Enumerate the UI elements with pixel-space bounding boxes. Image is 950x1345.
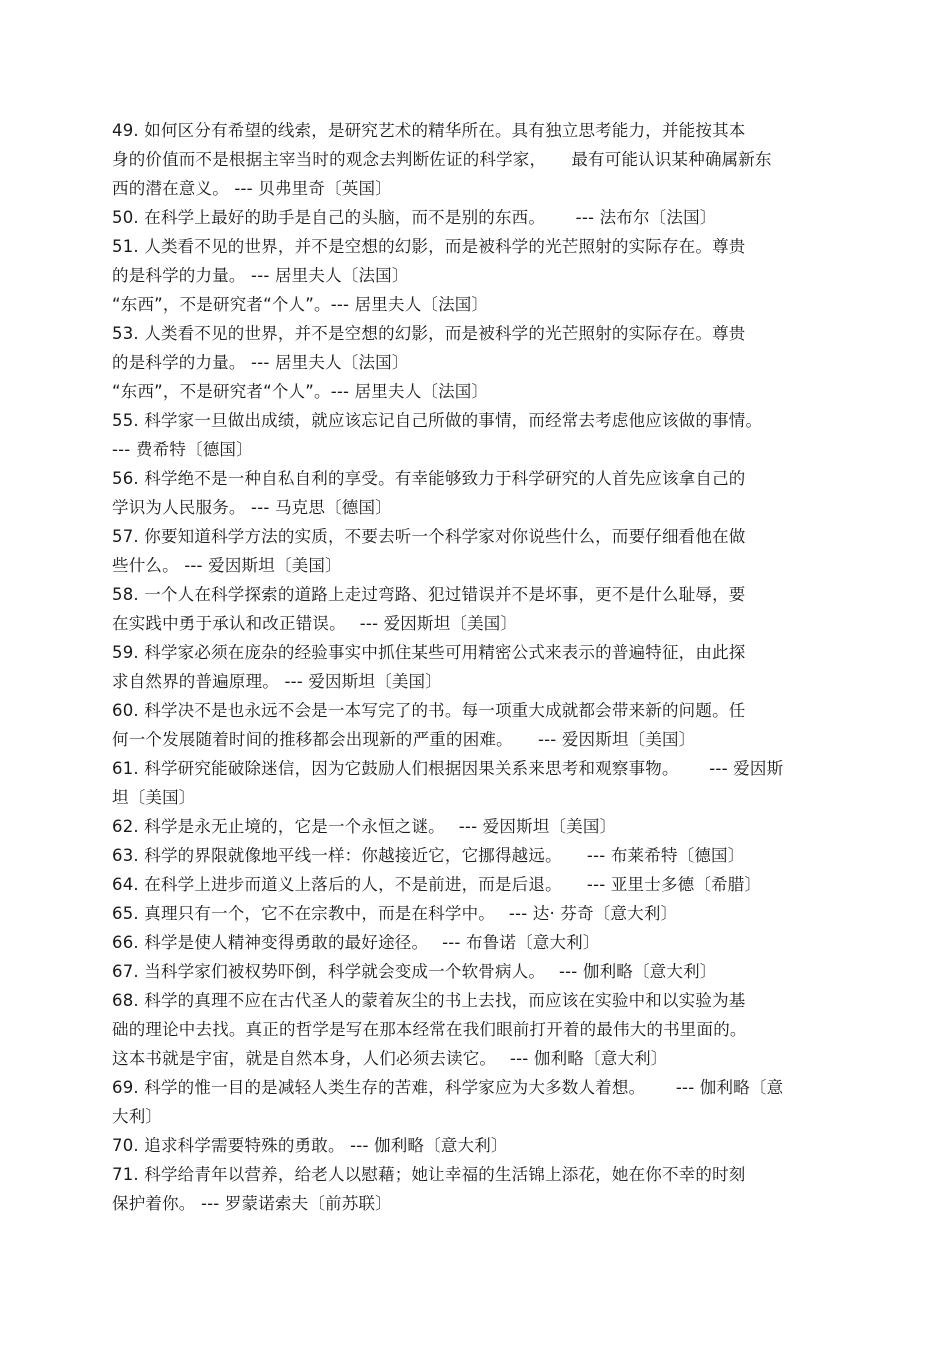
text-line: 保护着你。 --- 罗蒙诺索夫〔前苏联〕 <box>112 1194 392 1213</box>
text-line: “东西”，不是研究者“个人”。--- 居里夫人〔法国〕 <box>112 382 489 401</box>
text-line: 65. 真理只有一个，它不在宗教中，而是在科学中。 --- 达· 芬奇〔意大利〕 <box>112 904 678 923</box>
text-line: 49. 如何区分有希望的线索，是研究艺术的精华所在。具有独立思考能力，并能按其本 <box>112 121 746 140</box>
text-line: 础的理论中去找。真正的哲学是写在那本经常在我们眼前打开着的最伟大的书里面的。 <box>112 1020 747 1039</box>
text-line: 些什么。 --- 爱因斯坦〔美国〕 <box>112 556 342 575</box>
text-line: 55. 科学家一旦做出成绩，就应该忘记自己所做的事情，而经常去考虑他应该做的事情。 <box>112 411 763 430</box>
text-line: 57. 你要知道科学方法的实质，不要去听一个科学家对你说些什么，而要仔细看他在做 <box>112 527 746 546</box>
text-line: 在实践中勇于承认和改正错误。 --- 爱因斯坦〔美国〕 <box>112 614 518 633</box>
text-line: 62. 科学是永无止境的，它是一个永恒之谜。 --- 爱因斯坦〔美国〕 <box>112 817 617 836</box>
text-line: 学识为人民服务。 --- 马克思〔德国〕 <box>112 498 392 517</box>
text-line: 67. 当科学家们被权势吓倒，科学就会变成一个软骨病人。 --- 伽利略〔意大利〕 <box>112 962 717 981</box>
text-line: --- 费希特〔德国〕 <box>112 440 253 459</box>
text-line: 61. 科学研究能破除迷信，因为它鼓励人们根据因果关系来思考和观察事物。 --- 爱因斯 <box>112 759 784 778</box>
text-line: 58. 一个人在科学探索的道路上走过弯路、犯过错误并不是坏事，更不是什么耻辱，要 <box>112 585 746 604</box>
text-line: 64. 在科学上进步而道义上落后的人，不是前进，而是后退。 --- 亚里士多德〔希腊〕 <box>112 875 762 894</box>
text-line: 求自然界的普遍原理。 --- 爱因斯坦〔美国〕 <box>112 672 442 691</box>
text-line: 60. 科学决不是也永远不会是一本写完了的书。每一项重大成就都会带来新的问题。任 <box>112 701 746 720</box>
text-line: 西的潜在意义。 --- 贝弗里奇〔英国〕 <box>112 179 392 198</box>
quote-list <box>112 116 842 1218</box>
text-line: 坦〔美国〕 <box>112 788 196 807</box>
text-line: 71. 科学给青年以营养，给老人以慰藉；她让幸福的生活锦上添花，她在你不幸的时刻 <box>112 1165 746 1184</box>
text-line: “东西”，不是研究者“个人”。--- 居里夫人〔法国〕 <box>112 295 489 314</box>
text-line: 身的价值而不是根据主宰当时的观念去判断佐证的科学家， 最有可能认识某种确属新东 <box>112 150 772 169</box>
text-line: 何一个发展随着时间的推移都会出现新的严重的困难。 --- 爱因斯坦〔美国〕 <box>112 730 696 749</box>
text-line: 56. 科学绝不是一种自私自利的享受。有幸能够致力于科学研究的人首先应该拿自己的 <box>112 469 746 488</box>
text-line: 大利〕 <box>112 1107 163 1126</box>
text-line: 53. 人类看不见的世界，并不是空想的幻影，而是被科学的光芒照射的实际存在。尊贵 <box>112 324 746 343</box>
text-line: 69. 科学的惟一目的是减轻人类生存的苦难，科学家应为大多数人着想。 --- 伽利略〔意 <box>112 1078 784 1097</box>
text-line: 66. 科学是使人精神变得勇敢的最好途径。 --- 布鲁诺〔意大利〕 <box>112 933 600 952</box>
text-line: 这本书就是宇宙，就是自然本身，人们必须去读它。 --- 伽利略〔意大利〕 <box>112 1049 668 1068</box>
text-line: 70. 追求科学需要特殊的勇敢。 --- 伽利略〔意大利〕 <box>112 1136 508 1155</box>
text-line: 的是科学的力量。 --- 居里夫人〔法国〕 <box>112 353 409 372</box>
text-line: 50. 在科学上最好的助手是自己的头脑，而不是别的东西。 --- 法布尔〔法国〕 <box>112 208 717 227</box>
text-line: 的是科学的力量。 --- 居里夫人〔法国〕 <box>112 266 409 285</box>
text-line: 68. 科学的真理不应在古代圣人的蒙着灰尘的书上去找，而应该在实验中和以实验为基 <box>112 991 746 1010</box>
text-line: 51. 人类看不见的世界，并不是空想的幻影，而是被科学的光芒照射的实际存在。尊贵 <box>112 237 746 256</box>
text-line: 63. 科学的界限就像地平线一样：你越接近它，它挪得越远。 --- 布莱希特〔德国〕 <box>112 846 745 865</box>
text-line: 59. 科学家必须在庞杂的经验事实中抓住某些可用精密公式来表示的普遍特征，由此探 <box>112 643 746 662</box>
